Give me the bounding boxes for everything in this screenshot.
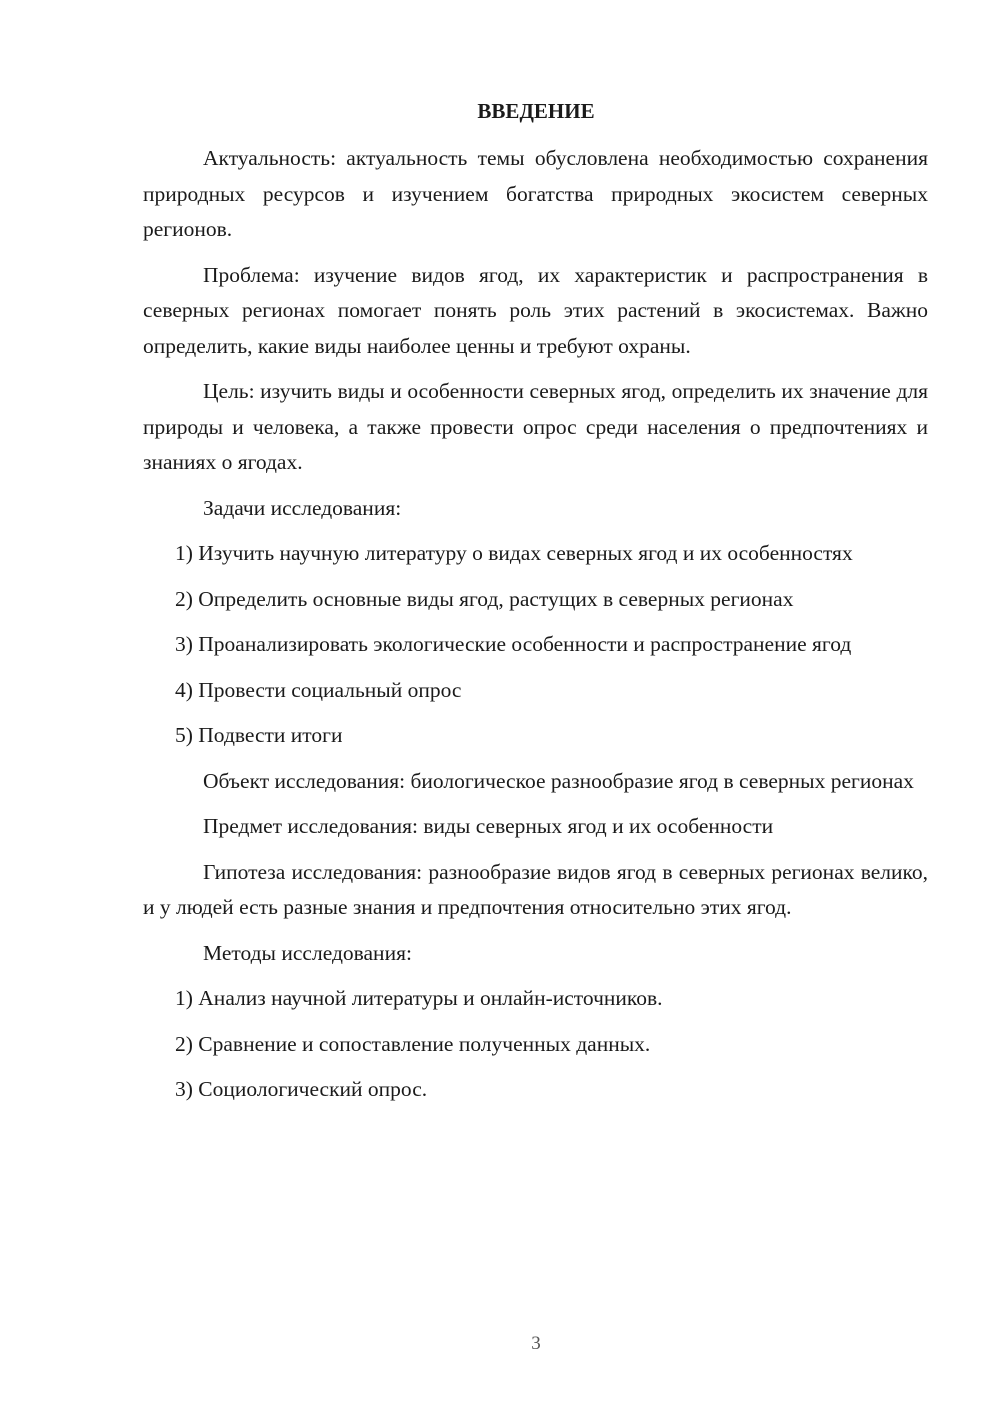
goal-paragraph: Цель: изучить виды и особенности северных ягод, определить их значение для природы и человека, а также провести опрос среди населения о предпочтениях и знаниях о ягодах.: [143, 379, 928, 474]
methods-heading: Методы исследования:: [203, 940, 412, 965]
method-item-3: 3) Социологический опрос.: [175, 1077, 428, 1101]
task-item-2: 2) Определить основные виды ягод, растущих в северных регионах: [175, 586, 794, 611]
task-item-1: 1) Изучить научную литературу о видах северных ягод и их особенностях: [175, 541, 853, 565]
task-item-3: 3) Проанализировать экологические особенности и распространение ягод: [175, 632, 852, 656]
page-title: ВВЕДЕНИЕ: [477, 99, 595, 123]
task-item-5: 5) Подвести итоги: [175, 723, 343, 747]
relevance-paragraph: Актуальность: актуальность темы обусловлена необходимостью сохранения природных ресурсов и изучением богатства природных экосистем северных регионов.: [143, 146, 928, 241]
page-number: 3: [531, 1333, 541, 1354]
method-item-1: 1) Анализ научной литературы и онлайн-источников.: [175, 986, 663, 1010]
object-paragraph: Объект исследования: биологическое разнообразие ягод в северных регионах: [203, 768, 914, 793]
hypothesis-paragraph: Гипотеза исследования: разнообразие видов ягод в северных регионах велико, и у людей есть разные знания и предпочтения относительно этих ягод.: [143, 859, 928, 919]
problem-paragraph: Проблема: изучение видов ягод, их характеристик и распространения в северных регионах помогает понять роль этих растений в экосистемах. Важно определить, какие виды наиболее ценны и требуют охраны.: [143, 262, 928, 358]
subject-paragraph: Предмет исследования: виды северных ягод и их особенности: [203, 814, 774, 838]
document-body: [143, 141, 928, 1118]
task-item-4: 4) Провести социальный опрос: [175, 677, 462, 702]
method-item-2: 2) Сравнение и сопоставление полученных данных.: [175, 1031, 651, 1056]
tasks-heading: Задачи исследования:: [203, 495, 402, 520]
